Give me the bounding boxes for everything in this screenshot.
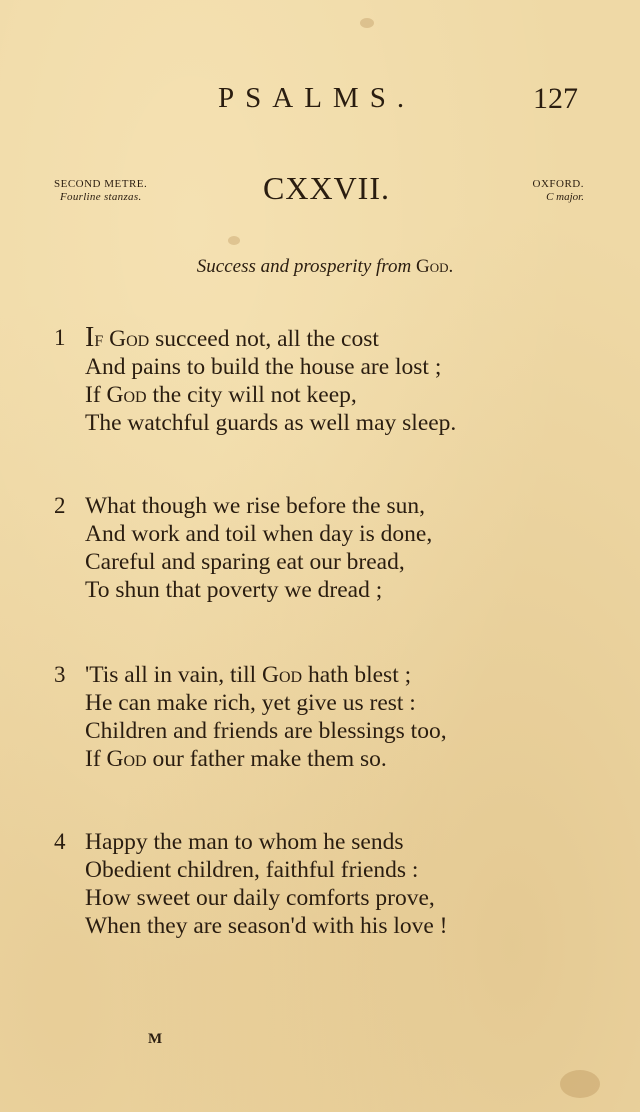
stanza-lines xyxy=(85,492,432,604)
psalm-heading xyxy=(0,170,640,220)
subject-text: Success and prosperity from xyxy=(196,256,412,277)
divine-name: God xyxy=(106,746,147,772)
verse-line xyxy=(85,661,447,689)
verse-line: And work and toil when day is done, xyxy=(85,521,433,547)
running-head xyxy=(0,82,640,118)
verse-line xyxy=(85,381,456,409)
meter-subtitle: Fourline stanzas. xyxy=(60,191,142,203)
verse-text: the city will not keep, xyxy=(152,382,357,408)
stanza-number: 2 xyxy=(54,493,66,518)
verse-text: succeed not, all the cost xyxy=(155,326,379,352)
verse-line: Children and friends are blessings too, xyxy=(85,718,447,744)
divine-name: God xyxy=(262,662,303,688)
verse-text: hath blest ; xyxy=(308,662,412,688)
meter-label xyxy=(54,178,204,204)
verse-text: 'Tis all in vain, till xyxy=(85,662,257,688)
divine-name: God xyxy=(106,382,147,408)
verse-line: What though we rise before the sun, xyxy=(85,493,425,519)
drop-cap: I xyxy=(85,322,95,353)
verse-line: When they are season'd with his love ! xyxy=(85,913,448,939)
meter-name: SECOND METRE. xyxy=(54,178,148,190)
verse-line: Happy the man to whom he sends xyxy=(85,829,404,855)
verse-line: Careful and sparing eat our bread, xyxy=(85,549,405,575)
paper-stain xyxy=(560,1070,600,1098)
stanza-number: 4 xyxy=(54,829,66,854)
stanza-lines xyxy=(85,324,456,437)
drop-cap-rest: f xyxy=(94,326,104,352)
stanza-number: 3 xyxy=(54,662,66,687)
subject-god: God. xyxy=(415,256,454,277)
tune-label xyxy=(464,178,584,204)
divine-name: God xyxy=(109,326,150,352)
stanza-lines xyxy=(85,828,448,940)
verse-line: Obedient children, faithful friends : xyxy=(85,857,419,883)
psalm-number: CXXVII. xyxy=(263,170,390,206)
verse-line: To shun that poverty we dread ; xyxy=(85,577,383,603)
tune-key: C major. xyxy=(546,191,584,203)
running-title: PSALMS. xyxy=(218,82,416,114)
verse-line xyxy=(85,324,456,353)
paper-stain xyxy=(228,236,240,245)
page-number: 127 xyxy=(533,82,578,115)
stanza-number: 1 xyxy=(54,325,66,350)
verse-line: And pains to build the house are lost ; xyxy=(85,354,442,380)
stanza-lines xyxy=(85,661,447,773)
verse-line: He can make rich, yet give us rest : xyxy=(85,690,416,716)
verse-line: The watchful guards as well may sleep. xyxy=(85,410,457,436)
tune-name: OXFORD. xyxy=(532,178,584,190)
verse-text: If xyxy=(85,382,101,408)
signature-mark: M xyxy=(148,1031,163,1047)
verse-line xyxy=(85,745,447,773)
verse-text: our father make them so. xyxy=(152,746,387,772)
paper-stain xyxy=(360,18,374,28)
verse-line: How sweet our daily comforts prove, xyxy=(85,885,435,911)
psalm-subject xyxy=(0,256,640,278)
verse-text: If xyxy=(85,746,101,772)
